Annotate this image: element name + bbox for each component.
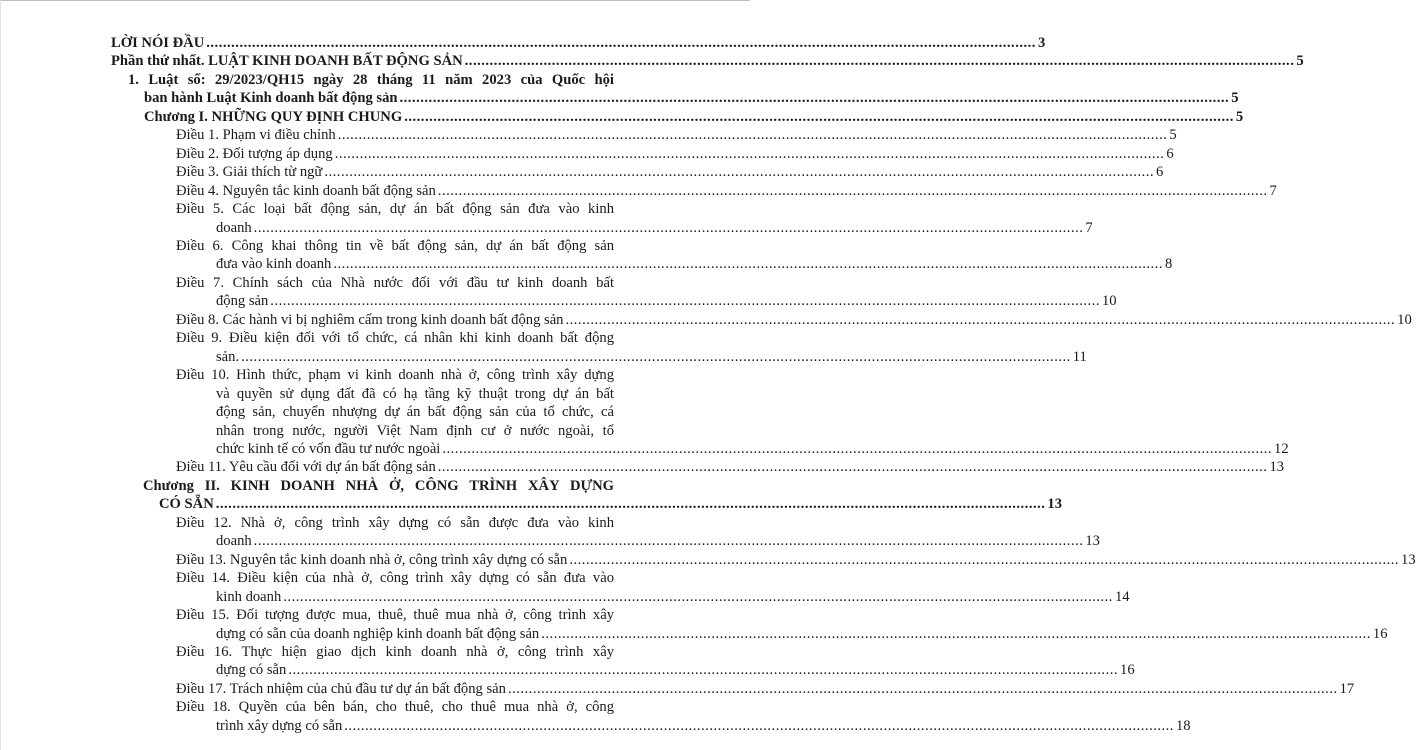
toc-entry-text: Phần thứ nhất. LUẬT KINH DOANH BẤT ĐỘNG SẢN <box>111 53 463 70</box>
toc-entry[interactable] <box>111 145 1174 163</box>
dot-leader: ........................................................................................................................................................................................................ <box>399 90 1230 107</box>
toc-entry[interactable] <box>111 477 1063 514</box>
toc-entry-line <box>111 532 1100 550</box>
toc-entry-text: đưa vào kinh doanh <box>216 256 332 273</box>
page-number: 5 <box>1235 108 1244 125</box>
toc-entry-text: sản. <box>216 348 240 365</box>
toc-entry[interactable] <box>111 551 1416 569</box>
toc-entry-line <box>111 182 1277 200</box>
toc-entry-text: Chương I. NHỮNG QUY ĐỊNH CHUNG <box>144 108 403 125</box>
toc-entry-text: Chương II. KINH DOANH NHÀ Ở, CÔNG TRÌNH XÂY DỰNG <box>143 477 614 494</box>
toc-entry-text: Điều 14. Điều kiện của nhà ở, công trình xây dựng có sẵn đưa vào <box>176 570 614 587</box>
dot-leader: ........................................................................................................................................................................................................ <box>215 496 1046 513</box>
toc-entry-line <box>111 661 1135 679</box>
toc-entry[interactable] <box>111 311 1412 329</box>
toc-entry[interactable] <box>111 274 1117 311</box>
dot-leader: ........................................................................................................................................................................................................ <box>253 533 1084 550</box>
dot-leader: ........................................................................................................................................................................................................ <box>333 256 1163 273</box>
page-number: 17 <box>1339 680 1355 697</box>
dot-leader: ........................................................................................................................................................................................................ <box>442 440 1273 457</box>
toc-entry-line <box>111 458 1285 476</box>
toc-entry-line <box>111 163 1164 181</box>
toc-entry-text: Điều 10. Hình thức, phạm vi kinh doanh nhà ở, công trình xây dựng <box>176 367 614 384</box>
toc-entry-text: Điều 3. Giải thích từ ngữ <box>176 164 323 181</box>
toc-entry-text: Điều 15. Đối tượng được mua, thuê, thuê mua nhà ở, công trình xây <box>176 607 614 624</box>
toc-entry-line <box>111 680 1355 698</box>
toc-entry-text: Điều 13. Nguyên tắc kinh doanh nhà ở, công trình xây dựng có sẵn <box>176 551 568 568</box>
toc-entry-text: Điều 16. Thực hiện giao dịch kinh doanh nhà ở, công trình xây <box>176 643 614 660</box>
page-number: 6 <box>1166 145 1174 162</box>
page-number: 5 <box>1231 90 1239 107</box>
dot-leader: ........................................................................................................................................................................................................ <box>344 717 1174 734</box>
toc-entry[interactable] <box>111 163 1164 181</box>
toc-entry[interactable] <box>111 698 1191 735</box>
page-number: 6 <box>1156 164 1164 181</box>
toc-entry-text: dựng có sẵn <box>216 662 287 679</box>
dot-leader: ........................................................................................................................................................................................................ <box>569 551 1400 568</box>
toc-entry-text: Điều 1. Phạm vi điều chỉnh <box>176 127 336 144</box>
page-number: 10 <box>1397 311 1412 328</box>
dot-leader: ........................................................................................................................................................................................................ <box>324 164 1155 181</box>
page-number: 5 <box>1169 127 1177 144</box>
page-number: 12 <box>1274 440 1289 457</box>
toc-entry-text: trình xây dựng có sẵn <box>216 717 343 734</box>
toc-entry-text: động sản <box>216 293 269 310</box>
toc-entry[interactable] <box>111 34 1046 52</box>
toc-entry-text: dựng có sẵn của doanh nghiệp kinh doanh bất động sản <box>216 625 540 642</box>
page-number: 3 <box>1037 35 1046 51</box>
toc-entry[interactable] <box>111 680 1355 698</box>
page-number: 14 <box>1114 588 1130 605</box>
toc-entry-line <box>111 348 1087 366</box>
toc-entry-line <box>111 292 1117 310</box>
toc-entry-text: Điều 17. Trách nhiệm của chủ đầu tư dự án bất động sản <box>176 680 506 697</box>
page-number: 13 <box>1269 459 1285 476</box>
toc-entry[interactable] <box>111 569 1130 606</box>
dot-leader: ........................................................................................................................................................................................................ <box>437 182 1268 199</box>
toc-entry[interactable] <box>111 643 1135 680</box>
toc-entry-line <box>111 89 1239 107</box>
toc-entry[interactable] <box>111 514 1100 551</box>
page-number: 7 <box>1269 182 1277 199</box>
dot-leader: ........................................................................................................................................................................................................ <box>270 293 1100 310</box>
page-number: 16 <box>1120 662 1135 679</box>
dot-leader: ........................................................................................................................................................................................................ <box>404 108 1234 125</box>
dot-leader: ........................................................................................................................................................................................................ <box>337 127 1168 144</box>
toc-entry-text: động sản, chuyển nhượng dự án bất động sản của tổ chức, cá <box>216 404 614 421</box>
dot-leader: ........................................................................................................................................................................................................ <box>206 35 1036 51</box>
toc-entry-text: và quyền sử dụng đất đã có hạ tầng kỹ thuật trong dự án bất <box>216 385 614 402</box>
toc-entry-text: ban hành Luật Kinh doanh bất động sản <box>144 90 398 107</box>
toc-entry[interactable] <box>111 200 1093 237</box>
toc-entry[interactable] <box>111 606 1388 643</box>
toc-entry-text: Điều 12. Nhà ở, công trình xây dựng có sẵn được đưa vào kinh <box>176 514 614 531</box>
page-number: 18 <box>1175 717 1191 734</box>
toc-entry-line <box>111 551 1416 569</box>
toc-entry-text: LỜI NÓI ĐẦU <box>111 35 205 51</box>
dot-leader: ........................................................................................................................................................................................................ <box>334 145 1165 162</box>
toc-entry[interactable] <box>111 108 1244 126</box>
toc-entry-line <box>111 255 1173 273</box>
page-number: 8 <box>1165 256 1173 273</box>
toc-entry-line <box>111 495 1063 513</box>
page-number: 5 <box>1296 53 1304 70</box>
dot-leader: ........................................................................................................................................................................................................ <box>288 662 1119 679</box>
toc-entry-line <box>111 145 1174 163</box>
toc-entry-text: 1. Luật số: 29/2023/QH15 ngày 28 tháng 11 năm 2023 của Quốc hội <box>128 71 614 88</box>
dot-leader: ........................................................................................................................................................................................................ <box>565 311 1396 328</box>
toc-entry-text: Điều 8. Các hành vi bị nghiêm cấm trong kinh doanh bất động sản <box>176 311 564 328</box>
dot-leader: ........................................................................................................................................................................................................ <box>507 680 1338 697</box>
toc-entry-text: Điều 9. Điều kiện đối với tổ chức, cá nhân khi kinh doanh bất động <box>176 330 614 347</box>
toc-entry-line <box>111 625 1388 643</box>
toc-entry-line <box>111 717 1191 735</box>
toc-entry[interactable] <box>111 182 1277 200</box>
table-of-contents <box>111 34 1416 735</box>
toc-entry[interactable] <box>111 52 1304 70</box>
page-number: 11 <box>1072 348 1087 365</box>
toc-entry[interactable] <box>111 237 1173 274</box>
toc-entry-text: kinh doanh <box>216 588 282 605</box>
dot-leader: ........................................................................................................................................................................................................ <box>541 625 1371 642</box>
toc-entry-text: Điều 7. Chính sách của Nhà nước đối với đầu tư kinh doanh bất <box>176 274 614 291</box>
toc-entry-line <box>111 219 1093 237</box>
toc-entry[interactable] <box>111 458 1285 476</box>
toc-entry-line <box>111 588 1130 606</box>
dot-leader: ........................................................................................................................................................................................................ <box>464 53 1295 70</box>
dot-leader: ........................................................................................................................................................................................................ <box>437 459 1268 476</box>
dot-leader: ........................................................................................................................................................................................................ <box>253 219 1084 236</box>
page-number: 13 <box>1047 496 1063 513</box>
toc-entry-line <box>111 126 1177 144</box>
toc-entry[interactable] <box>111 366 1289 458</box>
page-number: 13 <box>1401 551 1416 568</box>
toc-entry-line <box>111 108 1244 126</box>
toc-entry-text: chức kinh tế có vốn đầu tư nước ngoài <box>216 440 441 457</box>
toc-entry-text: Điều 4. Nguyên tắc kinh doanh bất động sản <box>176 182 436 199</box>
dot-leader: ........................................................................................................................................................................................................ <box>241 348 1071 365</box>
toc-entry-line <box>111 34 1046 52</box>
page-number: 16 <box>1372 625 1388 642</box>
toc-entry-line <box>111 52 1304 70</box>
toc-entry-text: Điều 11. Yêu cầu đối với dự án bất động sản <box>176 459 436 476</box>
toc-entry-line <box>111 440 1289 458</box>
toc-entry-text: nhân trong nước, người Việt Nam định cư ở nước ngoài, tổ <box>216 422 614 439</box>
toc-entry[interactable] <box>111 126 1177 144</box>
page-number: 10 <box>1101 293 1117 310</box>
toc-entry-text: CÓ SẴN <box>159 496 214 513</box>
toc-entry-text: Điều 6. Công khai thông tin về bất động sản, dự án bất động sản <box>176 237 614 254</box>
toc-entry-line <box>111 311 1412 329</box>
toc-entry-text: doanh <box>216 533 252 550</box>
toc-entry[interactable] <box>111 71 1239 108</box>
toc-entry-text: Điều 18. Quyền của bên bán, cho thuê, cho thuê mua nhà ở, công <box>176 699 614 716</box>
page-number: 7 <box>1085 219 1093 236</box>
page-number: 13 <box>1085 533 1100 550</box>
dot-leader: ........................................................................................................................................................................................................ <box>283 588 1113 605</box>
toc-entry[interactable] <box>111 329 1087 366</box>
toc-entry-text: doanh <box>216 219 252 236</box>
toc-entry-text: Điều 2. Đối tượng áp dụng <box>176 145 333 162</box>
toc-entry-text: Điều 5. Các loại bất động sản, dự án bất động sản đưa vào kinh <box>176 201 614 218</box>
